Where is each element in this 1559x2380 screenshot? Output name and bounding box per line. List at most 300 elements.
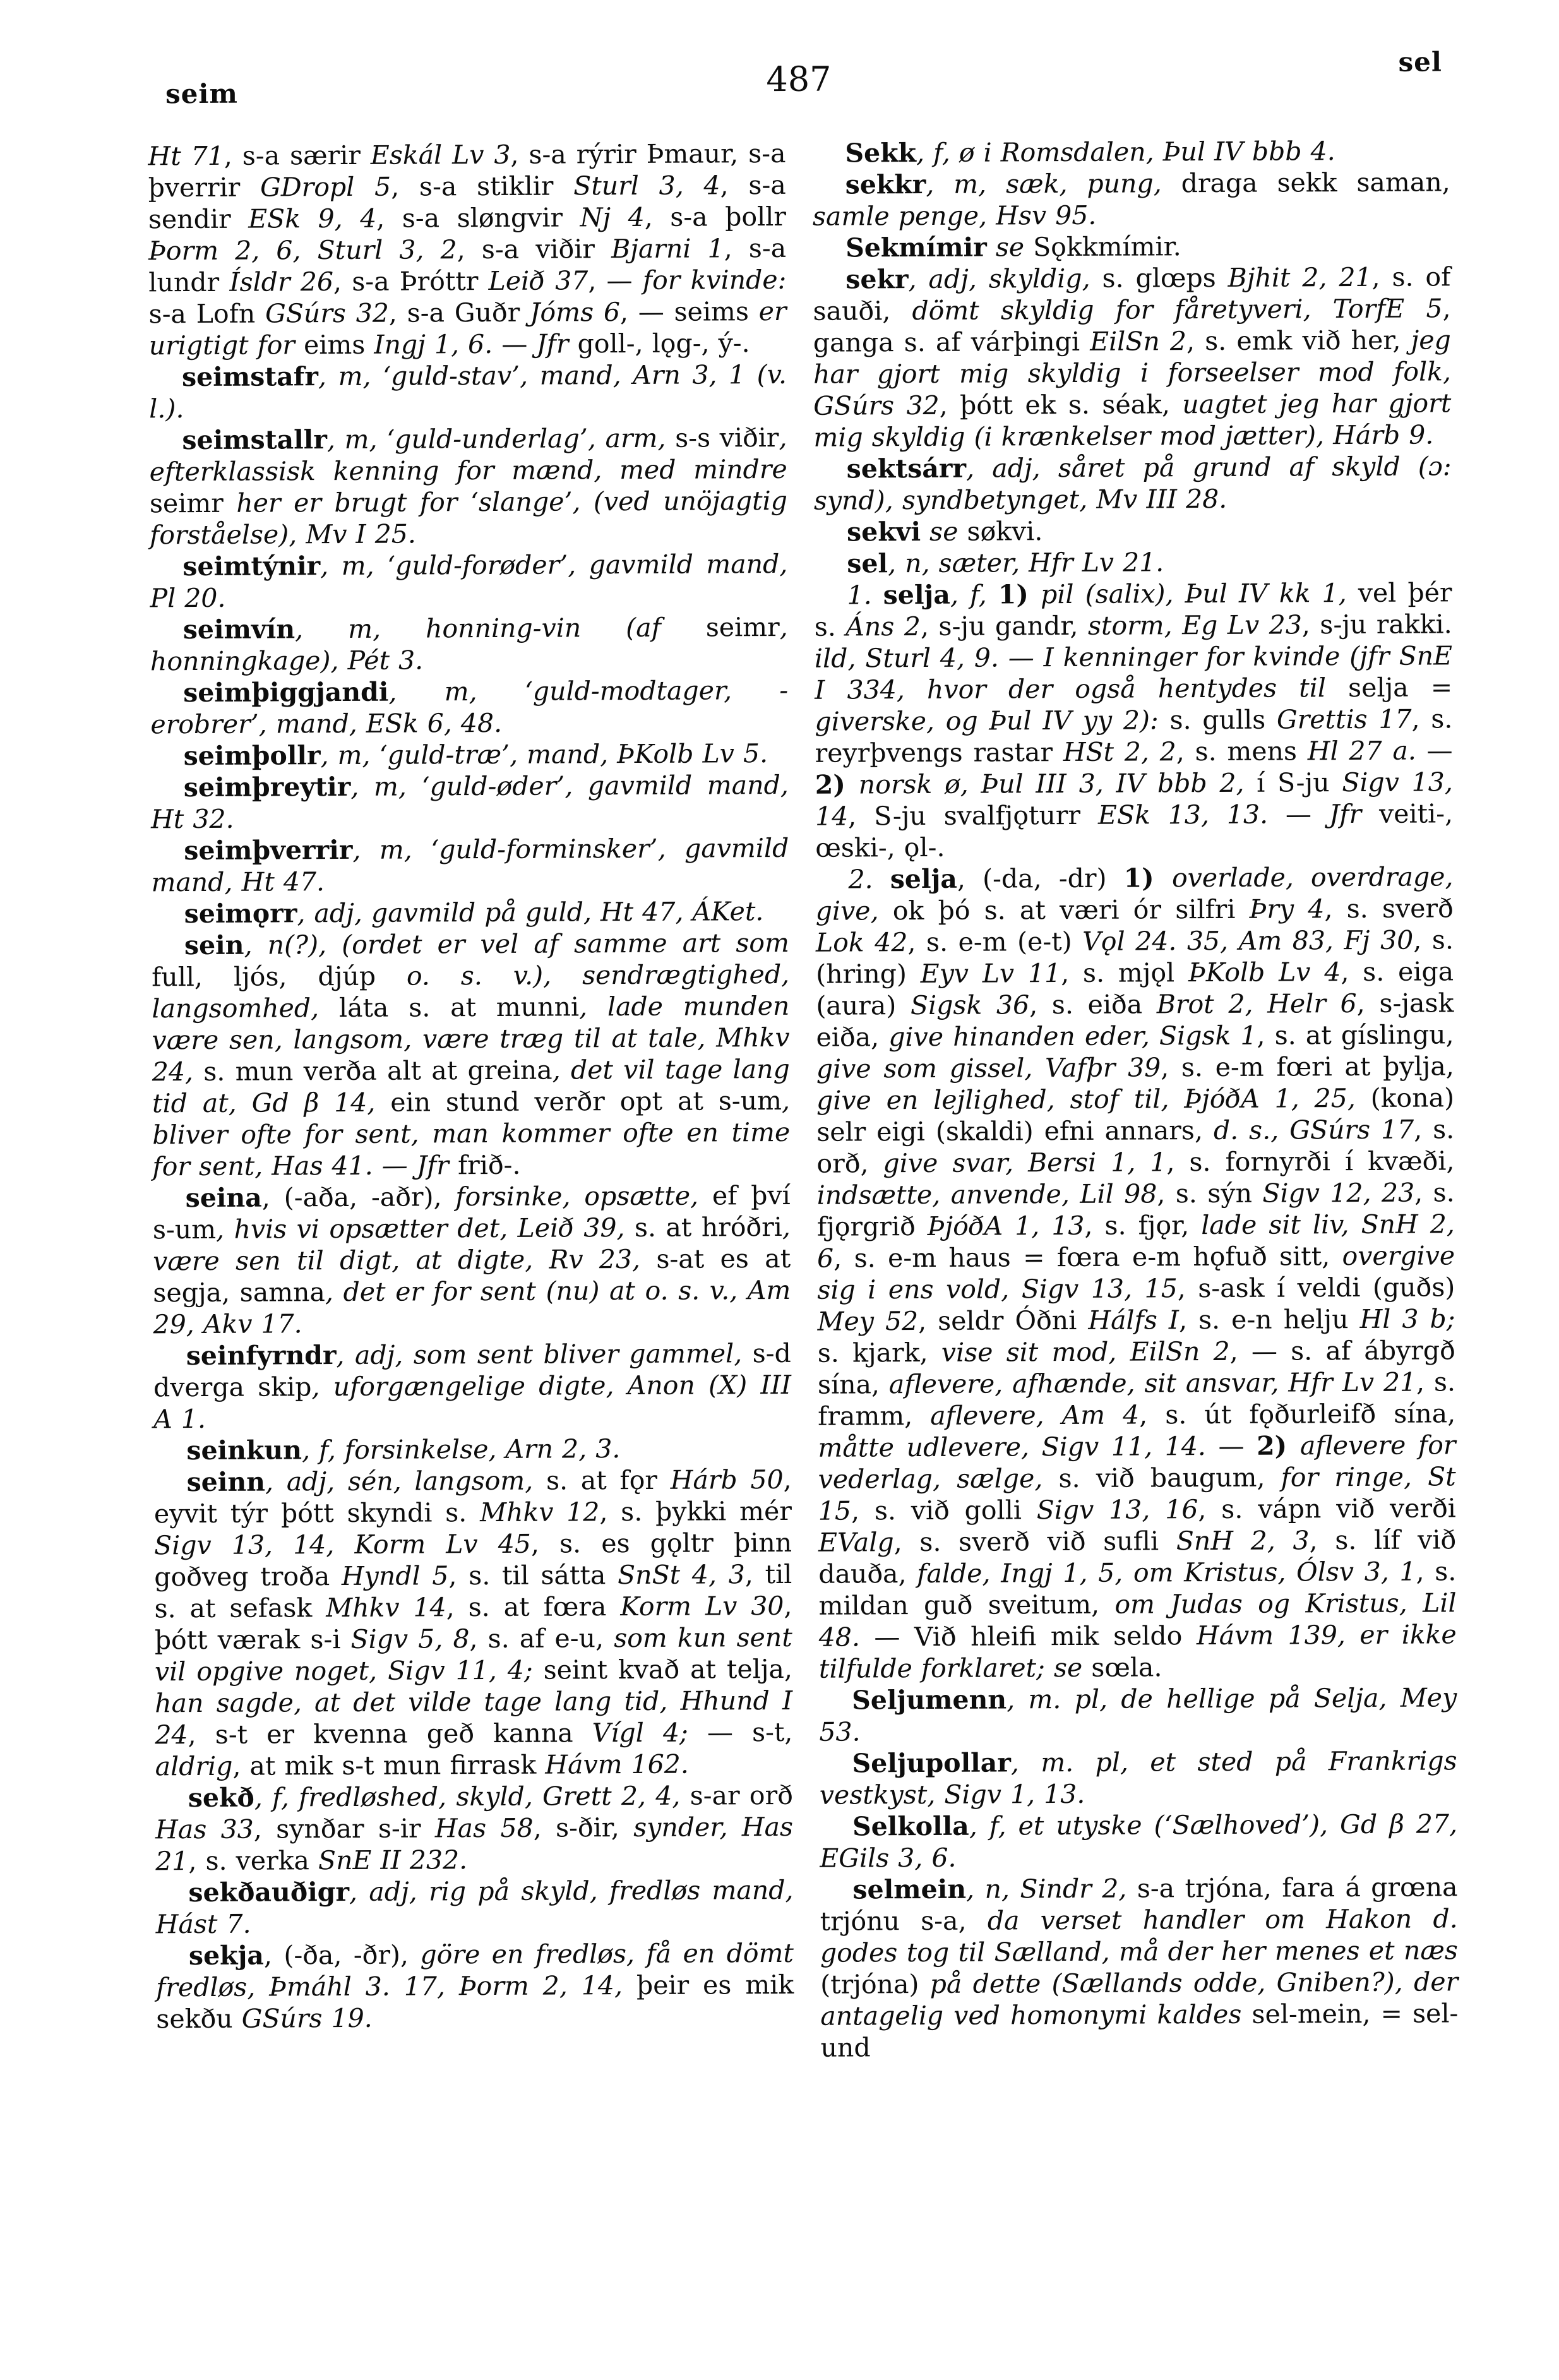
text-segment: , s. fjǫr, [1084,1210,1202,1241]
text-segment: , s-a viðir [457,234,612,265]
text-segment: goll-, lǫg-, ý-. [568,328,750,359]
text-segment: , m, ‘guld-underlag’, arm, [326,422,676,455]
text-segment: se [986,232,1034,263]
text-segment: , lade munden være sen, langsom, være træg til at tale, Mhkv 24, [152,990,790,1087]
dictionary-entry [813,261,1451,453]
text-segment: jeg har gjort mig skyldig i forseelser mod folk, GSúrs 32 [813,325,1452,421]
text-segment: synder, Has 21 [155,1811,794,1877]
dictionary-entry [155,1779,794,1877]
text-segment: , s. fjǫrgrið [816,1177,1455,1242]
text-segment: forsinke, opsætte, [455,1180,713,1212]
text-segment: , — [588,265,643,296]
headword: seinkun [186,1435,302,1466]
text-segment: , s. mildan guð sveitum, [818,1556,1457,1621]
dictionary-entry [153,1180,791,1340]
text-segment: Hl 3 b; [1359,1303,1455,1334]
text-segment: samle penge, Hsv 95. [812,200,1097,232]
text-segment: — s-t, [688,1716,793,1748]
dictionary-entry [150,548,787,614]
text-segment: , s. fornyrði í kvæði, [1166,1145,1455,1178]
dictionary-entry [814,450,1452,516]
text-segment: , adj, sén, langsom, [265,1465,547,1497]
text-segment: Sigv 13, 16 [1036,1494,1198,1526]
text-segment: , s. es gǫltr þinn goðveg troða [154,1527,792,1593]
text-segment: Hálfs I [1088,1305,1180,1336]
text-segment: , m. pl, et sted på Frankrigs vestkyst, Sigv 1, 13. [819,1745,1457,1810]
text-segment: Vígl 4; [592,1717,688,1749]
text-segment: Korm Lv 30 [620,1590,784,1622]
dictionary-entry [151,738,789,772]
right-column [812,135,1458,2063]
text-segment: give hinanden eder, Sigsk 1 [888,1020,1257,1053]
headword: sekr [845,264,909,295]
dictionary-entry [154,1464,793,1782]
dictionary-entry [149,422,787,551]
text-segment: Hl 27 a. [1307,735,1416,767]
headword: seinfyrndr [186,1340,337,1372]
text-segment: , m, ‘guld-modtager, -erobrer’, mand, ESk 6, 48. [150,674,789,740]
left-column [148,138,794,2066]
text-segment: s. at fǫr [546,1464,671,1496]
dictionary-entry [814,513,1452,547]
text-segment: , s. at fœra [446,1591,621,1623]
text-segment: , s-ðir, [533,1812,634,1843]
text-segment: søkvi. [967,516,1043,547]
text-segment: , s. mjǫl [1061,957,1189,989]
text-segment: , m, ‘guld-øder’, gavmild mand, Ht 32. [150,769,789,835]
text-segment: vise sit mod, EilSn 2 [941,1336,1230,1368]
text-segment: Eyv Lv 11 [920,958,1061,990]
text-segment: = giverske, og Þul IV yy 2): [815,672,1453,737]
text-segment: s-at es at segja, samna [153,1243,791,1308]
text-segment: , s-ju rakki. [1301,609,1452,640]
headword: sekðauðigr [188,1876,350,1908]
text-segment: full, ljós, djúp [152,960,376,993]
dictionary-entry [152,895,789,930]
text-segment: overlade, overdrage, give, [815,861,1454,926]
text-segment: Þry 4 [1249,894,1325,924]
text-segment: , — seims [619,296,759,328]
text-segment: , m, honning-vin (af [295,612,706,645]
text-segment: , efterklassisk kenning for mænd, med mindre [149,422,787,487]
text-segment: , s-t er kvenna geð kanna [188,1718,592,1750]
text-segment: aflevere, Am 4 [930,1399,1140,1431]
dictionary-entry [149,359,787,424]
text-segment: , uforgængelige digte, Anon (X) III A 1. [153,1369,792,1435]
text-segment: selja [1347,672,1409,703]
headword: sel [847,548,888,579]
text-segment: , s-a sendir [148,169,786,235]
text-segment: SnE II 232. [318,1845,468,1876]
headword: seimvín [182,614,296,645]
text-segment: , s. emk við her, [1186,325,1411,357]
headword: sekð [188,1782,254,1814]
text-segment: , s. þykki mér [599,1495,792,1528]
text-segment: , n, sæter, Hfr Lv 21. [887,547,1164,579]
text-segment: aflevere for vederlag, sælge, [818,1430,1456,1495]
dictionary-entry [820,1745,1457,1810]
dictionary-entry [152,927,791,1182]
text-segment: , s. út fǫðurleifð sína, [1139,1398,1456,1430]
text-segment: , s. of sauði, [813,261,1451,326]
text-segment: Leið 37 [488,265,588,297]
text-segment: Eskál Lv 3 [370,139,511,170]
dictionary-entry [150,611,788,677]
dictionary-entry [813,166,1450,232]
text-segment: HSt 2, 2 [1063,736,1176,768]
text-segment: seimr [705,611,780,643]
headword: Seljumenn [852,1684,1007,1716]
text-segment: norsk ø, Þul III 3, IV bbb 2, [858,767,1257,800]
text-segment: se [920,516,967,547]
text-segment: , s. eiga (aura) [816,956,1454,1021]
text-segment: , hvis vi opsætter det, Leið 39, [215,1212,635,1245]
dictionary-entry [820,1871,1458,2063]
text-segment: , s. at gíslingu, [1257,1019,1454,1051]
headword: 1) [1123,863,1173,894]
text-segment: EValg [818,1527,894,1558]
text-segment: GDropl 5 [260,171,391,203]
text-segment: , s. við golli [851,1495,1037,1526]
text-segment: göre en fredløs, få en dömt fredløs, Þmáhl 3. 17, Þorm 2, 14, [156,1937,794,2003]
text-segment: for kvinde: [642,264,787,296]
text-segment: , adj, såret på grund af skyld (ɔ: synd), syndbetynget, Mv III 28. [813,451,1452,516]
text-segment: aldrig [155,1750,233,1782]
text-segment: s-ar orð [690,1779,793,1811]
text-segment: sœla. [1091,1652,1162,1683]
text-segment: indsætte, anvende, Lil 98 [816,1178,1157,1211]
dictionary-entry [814,545,1452,579]
text-segment: , s-ju gandr, [920,610,1089,642]
text-segment: Jfr [536,328,569,359]
text-segment: , s. eiða [1029,989,1157,1020]
text-segment: måtte udlevere, Sigv 11, 14. [818,1431,1206,1463]
text-segment: , s-a Þróttr [333,266,489,297]
dictionary-entry [148,138,787,361]
text-segment: , at mik s-t mun firrask [232,1749,546,1781]
dictionary-entry [820,1808,1457,1874]
text-segment: , være sen til digt, at digte, Rv 23, [153,1211,791,1277]
headword: sekkr [845,169,926,200]
text-segment: ef því s-um [152,1180,791,1245]
dictionary-entry [814,577,1453,863]
dictionary-entry [151,769,789,835]
text-segment: aflevere, afhænde, sit ansvar, Hfr Lv 21 [888,1366,1417,1400]
text-segment: Sturl 3, 4 [573,170,720,201]
text-segment: , n(?), (ordet er vel af samme art som [244,927,790,960]
text-segment: uagtet jeg har gjort mig skyldig (i krænkelser mod jætter), Hárb 9. [813,388,1452,453]
text-segment: , bliver ofte for sent, man kommer ofte en time for sent, Has 41. — Jfr [152,1085,791,1182]
text-segment: Hávm 162. [545,1749,689,1780]
text-segment: , f, ø i Romsdalen, Þul IV bbb 4. [916,136,1335,169]
text-segment: , s. framm, [818,1366,1456,1432]
text-segment: , adj, rig på skyld, fredløs mand, Hást 7. [155,1874,794,1940]
text-segment: , n, Sindr 2, [965,1873,1137,1905]
text-segment: Hárb 50 [670,1464,784,1495]
text-segment: , s. e-n helju [1178,1303,1360,1336]
text-segment: s-a trjóna, fara á grœna trjónu s-a, [820,1872,1458,1937]
dictionary-entry [153,1337,792,1435]
text-segment: Sigv 13, 14, Korm Lv 45 [153,1528,532,1561]
text-segment: SnH 2, 3 [1176,1525,1310,1557]
headword: selja [890,863,958,895]
text-segment: — [1416,735,1453,766]
text-segment: GSúrs 32 [265,297,389,329]
text-segment: , s. til sátta [448,1560,618,1591]
text-segment: , s. vápn við verði [1198,1493,1456,1525]
text-segment: ESk 13, 13. [1097,799,1269,830]
text-segment: s-a Lofn [148,298,266,330]
text-segment: Ht 71 [148,140,224,172]
text-segment: , til s. at sefask [154,1558,792,1624]
text-segment: Nj 4 [580,201,645,233]
text-segment: , f, [950,579,998,610]
text-segment: da verset handler om Hakon d. godes tog til Sælland, må der her menes et næs [820,1903,1459,1968]
headword: seimþiggjandi [183,676,389,709]
text-segment: Sǫkkmímir. [1033,231,1181,263]
text-segment: , m, sæk, pung, [926,168,1181,200]
text-segment: ÞjóðA 1, 13 [927,1210,1085,1241]
text-segment: , s. mens [1176,736,1308,767]
text-segment: SnSt 4, 3 [617,1559,745,1591]
text-segment: ok þó s. at væri ór silfri [892,894,1250,926]
headword: selmein [852,1874,967,1905]
text-segment: , synðar s-ir [253,1813,435,1845]
headword: Seljupollar [852,1747,1011,1779]
text-segment: , s-a særir [224,140,371,171]
dictionary-entry [153,1432,791,1466]
text-segment: falde, Ingj 1, 5, om Kristus, Ólsv 3, 1 [917,1556,1416,1589]
text-segment: Sigv 12, 23 [1262,1177,1415,1209]
text-segment: Sigv 13, 14 [815,767,1453,832]
text-segment: Þorm 2, 6, Sturl 3, 2 [148,234,457,266]
text-segment: í S-ju [1257,767,1342,798]
text-segment: , adj, gavmild på guld, Ht 47, ÁKet. [297,896,764,929]
text-segment: Brot 2, Helr 6 [1156,988,1357,1020]
text-segment: GSúrs 19. [241,2002,373,2034]
text-segment: , s. e-m (e-t) [907,926,1083,958]
text-segment: , m, ‘guld-forøder’, gavmild mand, Pl 20. [150,548,788,614]
dictionary-entry [151,832,789,898]
text-segment: , (-aða, -aðr), [261,1181,456,1213]
text-segment: eims [294,329,374,361]
text-segment: , s-jask eiða, [816,988,1454,1053]
headword: 1) [998,579,1041,610]
headword: seimþollr [183,740,321,772]
text-segment: , f, fredløshed, skyld, Grett 2, 4, [254,1780,690,1813]
text-segment: Vǫl 24. 35, Am 83, Fj 30 [1082,924,1414,957]
headword: seinn [186,1466,266,1498]
headword: seina [185,1182,262,1214]
text-segment: han sagde, at det vilde tage lang tid, Hhund I 24 [155,1685,793,1750]
text-segment: 2. [848,864,890,895]
text-segment: frið-. [457,1149,521,1181]
text-segment: , eyvit týr þótt skyndi s. [153,1464,792,1529]
text-segment: , s. orð, [816,1114,1455,1179]
text-segment: Jfr [1329,798,1362,830]
page-number: 487 [766,59,832,100]
dictionary-entry [815,861,1457,1684]
text-segment: , s. sverð [1324,893,1454,924]
running-head-left-word: seim [165,78,238,110]
text-segment: her er brugt for ‘slange’, (ved unöjagtig forståelse), Mv I 25. [150,485,787,551]
text-segment: , s. verka [188,1845,319,1877]
dictionary-entry [155,1874,793,1940]
text-segment: Hyndl 5 [341,1560,449,1592]
headword: seimtýnir [182,551,321,582]
headword: sektsárr [846,453,967,484]
text-segment: Bjarni 1 [611,233,724,265]
text-segment: s-s viðir [675,422,779,453]
headword: 2) [1257,1430,1301,1461]
text-segment: , adj, skyldig, [908,263,1102,295]
text-segment: , m. pl, de hellige på Selja, Mey 53. [819,1682,1457,1747]
text-segment: storm, Eg Lv 23 [1087,609,1302,641]
text-segment: Lok 42 [815,927,908,958]
text-segment: d. s., GSúrs 17 [1213,1114,1414,1146]
text-columns [148,135,1458,2066]
text-segment: , þótt værak s-i [154,1590,792,1656]
text-segment: — [1267,799,1330,830]
text-segment: ein stund verðr opt at s-um [390,1085,782,1118]
text-segment: , (-da, -dr) [957,863,1124,894]
text-segment: Has 33 [155,1814,254,1845]
dictionary-entry [156,1937,794,2035]
text-segment: , det er for sent (nu) at o. s. v., Am 29, Akv 17. [153,1274,791,1340]
text-segment: láta s. at munni [338,991,580,1024]
dictionary-entry [150,674,788,740]
text-segment: , ganga s. af várþingi [813,293,1451,358]
text-segment: , s. e-m haus = fœra e-m hǫfuð sitt, [833,1241,1342,1274]
text-segment: , s. sýn [1157,1178,1263,1209]
text-segment: 1. [847,580,883,611]
text-segment: som kun sent vil opgive noget, Sigv 11, 4; [154,1622,792,1687]
text-segment: — [1205,1430,1257,1462]
text-segment: o. s. v.), sendrægtighed, langsomhed, [152,959,790,1024]
text-segment: , s. sverð við sufli [893,1526,1176,1558]
text-segment: Áns 2 [845,611,921,642]
text-segment: seint kvað at telja, [532,1653,793,1685]
text-segment: ild, Sturl 4, 9. — I kenninger for kvinde (jfr SnE I 334, hvor der også hentydes til [814,640,1453,705]
text-segment: , s. (hring) [816,924,1454,990]
text-segment: þeir es mik sekðu [156,1969,794,2035]
text-segment: Hávm 139, er ikke tilfulde forklaret; se [818,1619,1457,1684]
headword: seimþverrir [184,834,353,866]
headword: Sekmímir [845,232,987,263]
text-segment: — Við hleifi mik seldo [859,1620,1197,1653]
text-segment: , s-a rýrir Þmaur, s-a þverrir [148,138,786,203]
headword: sekvi [847,517,921,547]
text-segment: , s-a Guðr [388,297,530,328]
text-segment: , s-a lundr [148,232,787,298]
text-segment: er urigtigt for [148,296,787,361]
headword: sekja [188,1940,265,1971]
text-segment: , m, ‘guld-stav’, mand, Arn 3, 1 (v. l.). [149,359,787,424]
text-segment: , s. e-m fœri at þylja, [1161,1051,1454,1083]
text-segment: (trjóna) [820,1969,919,2000]
headword: selja [883,579,951,611]
text-segment: Ísldr 26 [229,266,334,297]
text-segment: Mhkv 14 [326,1592,446,1624]
text-segment: draga sekk saman, [1181,167,1450,199]
text-segment: , (-ða, -ðr), [263,1939,421,1971]
text-segment: lade sit liv, SnH 2, 6 [817,1209,1455,1274]
text-segment: Mey 52 [817,1306,919,1337]
text-segment: Bjhit 2, 21 [1227,261,1372,293]
text-segment: , s-a stiklir [391,170,574,202]
dictionary-entry [812,135,1450,169]
headword: 2) [815,769,859,800]
text-segment: , — s. af ábyrgð sína, [817,1335,1455,1400]
headword: Sekk [845,138,917,169]
text-segment: , s. líf við dauða, [818,1524,1457,1589]
text-segment: s. gulls [1169,704,1277,736]
headword: seimstallr [182,424,328,456]
headword: sein [184,930,244,961]
text-segment: Sigv 5, 8 [350,1624,470,1654]
text-segment: , m, ‘guld-træ’, mand, ÞKolb Lv 5. [320,738,768,771]
text-segment: pil (salix), Þul IV kk 1, [1041,577,1358,610]
text-segment: dömt skyldig for fåretyveri, TorfE 5 [912,293,1443,326]
text-segment: — [493,328,537,359]
text-segment: , s. reyrþvengs rastar [815,703,1453,768]
text-segment: , honningkage), Pét 3. [150,611,788,677]
text-segment: Has 58 [434,1812,534,1844]
text-segment: Mhkv 12 [479,1497,600,1528]
dictionary-entry [819,1682,1457,1747]
text-segment: ESk 9, 4 [248,203,377,234]
text-segment: , s. af e-u, [469,1623,614,1654]
text-segment: Grettis 17 [1276,703,1412,735]
text-segment: (kona) selr eigi (skaldi) efni annars, [816,1082,1455,1147]
text-segment: vel þér s. [814,577,1452,642]
text-segment: EilSn 2 [1090,326,1187,357]
text-segment: , adj, som sent bliver gammel, [336,1338,753,1371]
text-segment: give svar, Bersi 1, 1 [883,1147,1167,1179]
text-segment: , det vil tage lang tid at, Gd β 14, [152,1053,790,1119]
text-segment: s. mun verða alt at greina [203,1055,553,1087]
headword: seimǫrr [184,898,297,930]
text-segment: Ingj 1, 6. [374,328,493,360]
text-segment: ÞKolb Lv 4 [1188,957,1341,988]
text-segment: , f, et utyske (‘Sælhoved’), Gd β 27, EGils 3, 6. [820,1809,1458,1874]
dictionary-entry [813,229,1450,263]
text-segment: s-d dverga skip [153,1337,791,1403]
text-segment: s. kjark, [817,1337,941,1368]
text-segment: , s-ask í veldi (guðs) [1177,1272,1455,1304]
text-segment: veiti-, œski-, ǫl-. [815,798,1454,863]
text-segment: , þótt ek s. séak, [939,389,1183,421]
text-segment: på dette (Sællands odde, Gniben?), der antagelig ved homonymi kaldes [820,1966,1459,2031]
text-segment: , seldr Óðni [918,1305,1089,1337]
text-segment: give som gissel, Vafþr 39 [816,1052,1161,1084]
text-segment: , f, forsinkelse, Arn 2, 3. [301,1433,621,1466]
text-segment: seimr [149,487,224,519]
text-segment: , s-a þollr [644,201,787,232]
text-segment: Sigsk 36 [910,990,1030,1021]
text-segment: s. við baugum, [1058,1462,1281,1494]
text-segment: Jóms 6 [529,297,621,328]
running-head-right-word: sel [1398,46,1442,78]
text-segment: om Judas og Kristus, Lil 48. [818,1588,1457,1653]
text-segment: , s-a sløngvir [376,202,580,234]
text-segment: give en lejlighed, stof til, ÞjóðA 1, 25, [816,1082,1371,1116]
headword: seimstafr [181,361,319,393]
text-segment: for ringe, St 15 [818,1461,1456,1526]
text-segment: overgive sig i ens vold, Sigv 13, 15 [817,1240,1455,1305]
text-segment: s. glœps [1102,262,1228,294]
text-segment: sel-mein, = sel-und [820,1998,1459,2063]
